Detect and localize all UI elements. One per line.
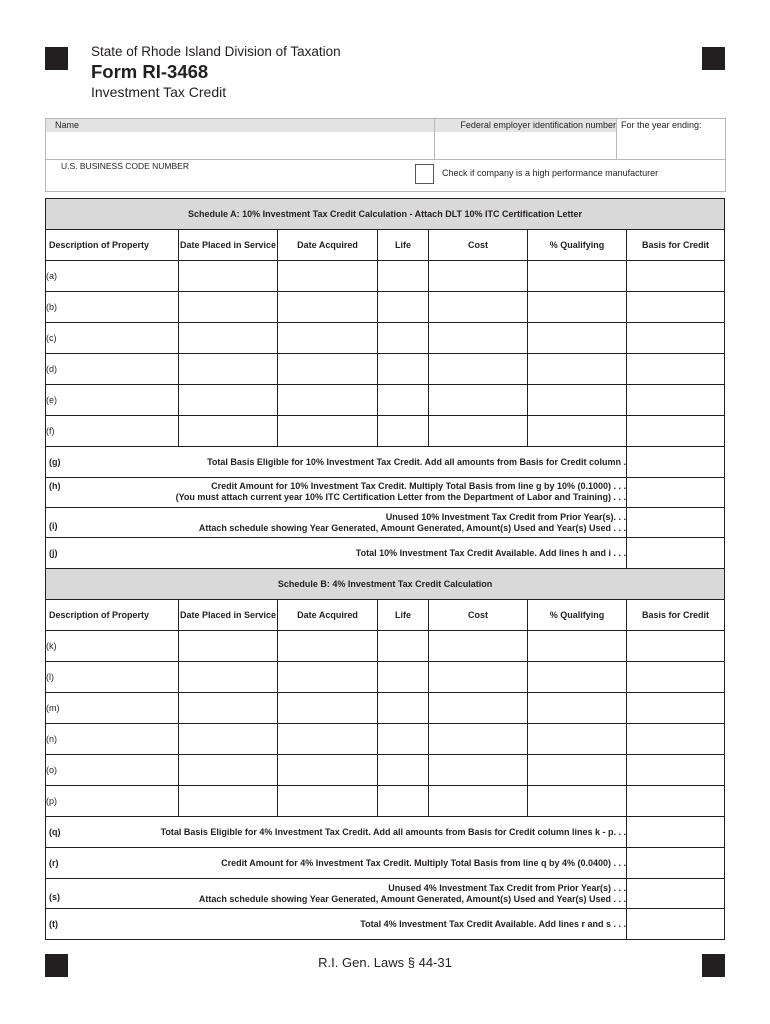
schedule-b-title: Schedule B: 4% Investment Tax Credit Calculation [46,569,725,600]
date-acquired-cell[interactable] [278,755,378,786]
col-cost: Cost [429,600,528,631]
cost-cell[interactable] [429,354,528,385]
date-placed-cell[interactable] [179,354,278,385]
row-label[interactable]: (m) [46,693,179,724]
date-acquired-cell[interactable] [278,662,378,693]
line-q-row [46,817,725,848]
row-label[interactable]: (e) [46,385,179,416]
line-j-label: (j) [49,547,58,558]
basis-cell[interactable] [627,724,725,755]
col-life: Life [378,600,429,631]
qualifying-cell[interactable] [528,323,627,354]
cost-cell[interactable] [429,292,528,323]
line-j-row [46,538,725,569]
date-acquired-cell[interactable] [278,631,378,662]
line-i-text: Unused 10% Investment Tax Credit from Prior Year(s). . . [385,511,626,522]
schedule-a-header-row [46,230,725,261]
qualifying-cell[interactable] [528,416,627,447]
date-placed-cell[interactable] [179,261,278,292]
row-label[interactable]: (f) [46,416,179,447]
schedule-b-table [45,568,725,940]
line-r-amount[interactable] [627,848,725,879]
row-label[interactable]: (b) [46,292,179,323]
line-s-amount[interactable] [627,879,725,909]
identification-section [45,118,726,192]
corner-mark-top-right [702,47,725,70]
line-t-label: (t) [49,918,58,929]
col-basis: Basis for Credit [627,230,725,261]
date-acquired-cell[interactable] [278,261,378,292]
line-q-label: (q) [49,826,61,837]
line-t-amount[interactable] [627,909,725,940]
line-h-row [46,478,725,508]
cost-cell[interactable] [429,724,528,755]
row-label[interactable]: (l) [46,662,179,693]
legal-citation: R.I. Gen. Laws § 44-31 [318,955,452,970]
year-ending-field[interactable] [617,132,725,159]
high-performance-label: Check if company is a high performance manufacturer [442,168,659,178]
line-g-amount[interactable] [627,447,725,478]
fein-label: Federal employer identification number [460,120,616,130]
col-basis: Basis for Credit [627,600,725,631]
life-cell[interactable] [378,354,429,385]
qualifying-cell[interactable] [528,724,627,755]
date-placed-cell[interactable] [179,385,278,416]
date-placed-cell[interactable] [179,292,278,323]
qualifying-cell[interactable] [528,631,627,662]
form-title: Investment Tax Credit [91,84,227,100]
table-row [46,786,725,817]
qualifying-cell[interactable] [528,385,627,416]
cost-cell[interactable] [429,631,528,662]
line-h-note: (You must attach current year 10% ITC Certification Letter from the Department of Labor and Training) . . . [175,492,626,502]
line-g-label: (g) [49,456,61,467]
cost-cell[interactable] [429,323,528,354]
qualifying-cell[interactable] [528,292,627,323]
cost-cell[interactable] [429,416,528,447]
table-row [46,323,725,354]
basis-cell[interactable] [627,385,725,416]
life-cell[interactable] [378,724,429,755]
col-description: Description of Property [46,600,179,631]
line-h-text: Credit Amount for 10% Investment Tax Credit. Multiply Total Basis from line g by 10% (0.1000) . . . [211,481,626,491]
cost-cell[interactable] [429,662,528,693]
agency-name: State of Rhode Island Division of Taxation [91,44,341,59]
date-placed-cell[interactable] [179,416,278,447]
name-field[interactable] [46,132,434,159]
date-acquired-cell[interactable] [278,724,378,755]
line-i-row [46,508,725,538]
cost-cell[interactable] [429,755,528,786]
row-label[interactable]: (c) [46,323,179,354]
qualifying-cell[interactable] [528,693,627,724]
table-row [46,261,725,292]
qualifying-cell[interactable] [528,786,627,817]
schedule-a-title: Schedule A: 10% Investment Tax Credit Calculation - Attach DLT 10% ITC Certification Letter [46,199,725,230]
business-code-field[interactable] [46,173,406,191]
basis-cell[interactable] [627,755,725,786]
cost-cell[interactable] [429,693,528,724]
line-q-text: Total Basis Eligible for 4% Investment Tax Credit. Add all amounts from Basis for Credit column lines k - p. . . [160,826,626,837]
line-g-row [46,447,725,478]
date-acquired-cell[interactable] [278,292,378,323]
line-r-text: Credit Amount for 4% Investment Tax Credit. Multiply Total Basis from line q by 4% (0.0400) . . . [221,857,626,868]
basis-cell[interactable] [627,786,725,817]
col-qualifying: % Qualifying [528,600,627,631]
basis-cell[interactable] [627,292,725,323]
line-r-row [46,848,725,879]
date-acquired-cell[interactable] [278,354,378,385]
basis-cell[interactable] [627,354,725,385]
date-placed-cell[interactable] [179,755,278,786]
line-q-amount[interactable] [627,817,725,848]
col-date-acquired: Date Acquired [278,230,378,261]
line-g-text: Total Basis Eligible for 10% Investment Tax Credit. Add all amounts from Basis for Credit column . [207,456,626,467]
cost-cell[interactable] [429,385,528,416]
qualifying-cell[interactable] [528,261,627,292]
basis-cell[interactable] [627,416,725,447]
life-cell[interactable] [378,261,429,292]
name-label: Name [55,120,80,130]
line-s-text: Unused 4% Investment Tax Credit from Prior Year(s) . . . [388,882,626,893]
row-label[interactable]: (n) [46,724,179,755]
schedule-b-header-row [46,600,725,631]
life-cell[interactable] [378,385,429,416]
col-life: Life [378,230,429,261]
life-cell[interactable] [378,786,429,817]
qualifying-cell[interactable] [528,755,627,786]
table-row [46,292,725,323]
form-number: Form RI-3468 [91,61,209,82]
line-j-amount[interactable] [627,538,725,569]
line-i-label: (i) [49,520,58,531]
line-i-amount[interactable] [627,508,725,538]
col-date-placed: Date Placed in Service [179,600,278,631]
basis-cell[interactable] [627,323,725,354]
row-label[interactable]: (k) [46,631,179,662]
life-cell[interactable] [378,631,429,662]
life-cell[interactable] [378,693,429,724]
life-cell[interactable] [378,755,429,786]
basis-cell[interactable] [627,261,725,292]
table-row [46,354,725,385]
line-h-amount[interactable] [627,478,725,508]
date-placed-cell[interactable] [179,693,278,724]
date-placed-cell[interactable] [179,662,278,693]
date-acquired-cell[interactable] [278,323,378,354]
life-cell[interactable] [378,416,429,447]
col-date-acquired: Date Acquired [278,600,378,631]
date-acquired-cell[interactable] [278,693,378,724]
date-placed-cell[interactable] [179,786,278,817]
row-label[interactable]: (a) [46,261,179,292]
table-row [46,662,725,693]
line-h-label: (h) [49,481,61,491]
date-acquired-cell[interactable] [278,786,378,817]
line-s-label: (s) [49,891,60,902]
life-cell[interactable] [378,662,429,693]
qualifying-cell[interactable] [528,354,627,385]
line-t-text: Total 4% Investment Tax Credit Available. Add lines r and s . . . [360,918,626,929]
fein-field[interactable] [435,132,616,159]
table-row [46,385,725,416]
date-placed-cell[interactable] [179,724,278,755]
corner-mark-top-left [45,47,68,70]
col-cost: Cost [429,230,528,261]
table-row [46,631,725,662]
life-cell[interactable] [378,323,429,354]
basis-cell[interactable] [627,693,725,724]
cost-cell[interactable] [429,261,528,292]
date-acquired-cell[interactable] [278,416,378,447]
business-code-label: U.S. BUSINESS CODE NUMBER [61,161,189,171]
table-row [46,755,725,786]
line-s-note: Attach schedule showing Year Generated, Amount Generated, Amount(s) Used and Year(s) Used . . . [198,893,626,904]
table-row [46,416,725,447]
line-i-note: Attach schedule showing Year Generated, Amount Generated, Amount(s) Used and Year(s) Used . . . [198,522,626,533]
table-row [46,693,725,724]
date-placed-cell[interactable] [179,323,278,354]
high-performance-checkbox[interactable] [415,164,434,184]
basis-cell[interactable] [627,662,725,693]
date-placed-cell[interactable] [179,631,278,662]
row-label[interactable]: (p) [46,786,179,817]
col-qualifying: % Qualifying [528,230,627,261]
line-s-row [46,879,725,909]
schedule-a-table [45,198,725,569]
cost-cell[interactable] [429,786,528,817]
year-ending-label: For the year ending: [621,120,702,130]
col-description: Description of Property [46,230,179,261]
line-j-text: Total 10% Investment Tax Credit Available. Add lines h and i . . . [355,547,626,558]
row-label[interactable]: (o) [46,755,179,786]
table-row [46,724,725,755]
line-r-label: (r) [49,857,59,868]
col-date-placed: Date Placed in Service [179,230,278,261]
row-label[interactable]: (d) [46,354,179,385]
basis-cell[interactable] [627,631,725,662]
life-cell[interactable] [378,292,429,323]
qualifying-cell[interactable] [528,662,627,693]
line-t-row [46,909,725,940]
date-acquired-cell[interactable] [278,385,378,416]
